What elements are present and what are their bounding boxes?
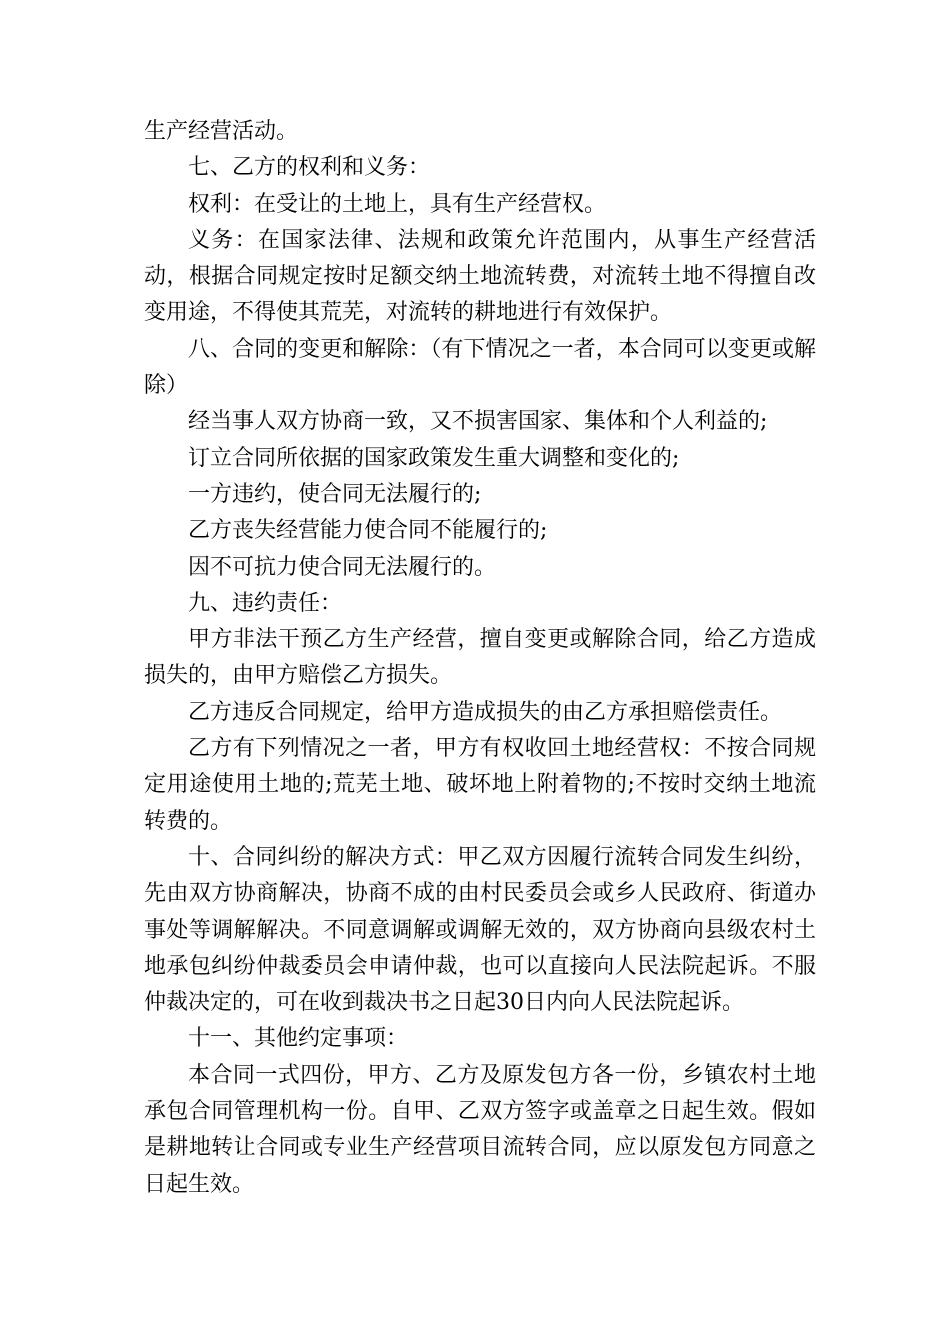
list-item: 经当事人双方协商一致，又不损害国家、集体和个人利益的; [188,409,768,435]
section-heading-8: 八、合同的变更和解除：（有下情况之一者，本合同可以变更或解除） [144,336,816,399]
paragraph-revocation: 乙方有下列情况之一者，甲方有权收回土地经营权：不按合同规定用途使用土地的;荒芜土地、破坏地上附着物的;不按时交纳土地流转费的。 [144,736,816,834]
paragraph-party-a-liability: 甲方非法干预乙方生产经营，擅自变更或解除合同，给乙方造成损失的，由甲方赔偿乙方损失。 [144,627,816,689]
paragraph-rights: 权利：在受让的土地上，具有生产经营权。 [188,191,607,217]
paragraph-party-b-liability: 乙方违反合同规定，给甲方造成损失的由乙方承担赔偿责任。 [188,699,783,725]
list-item: 订立合同所依据的国家政策发生重大调整和变化的; [188,445,680,471]
list-item: 一方违约，使合同无法履行的; [188,481,482,507]
section-heading-9: 九、违约责任： [188,590,343,616]
list-item: 乙方丧失经营能力使合同不能履行的; [188,518,548,544]
section-heading-10: 十、合同纠纷的解决方式：甲乙双方因履行流转合同发生纠纷，先由双方协商解决，协商不成的由村民委员会或乡人民政府、街道办事处等调解解决。不同意调解或调解无效的，双方协商向县级农村土地承包纠纷仲裁委员会申请仲裁，也可以直接向人民法院起诉。不服仲裁决定的，可在收到裁决书之日起30日内向人民法院起诉。 [144,844,816,1016]
document-page [144,114,816,1203]
paragraph-copies-effect: 本合同一式四份，甲方、乙方及原发包方各一份，乡镇农村土地承包合同管理机构一份。自甲、乙双方签字或盖章之日起生效。假如是耕地转让合同或专业生产经营项目流转合同，应以原发包方同意之日起生效。 [144,1062,816,1197]
paragraph-obligations: 义务：在国家法律、法规和政策允许范围内，从事生产经营活动，根据合同规定按时足额交纳土地流转费，对流转土地不得擅自改变用途，不得使其荒芜，对流转的耕地进行有效保护。 [144,227,816,326]
section-heading-11: 十一、其他约定事项： [188,1026,409,1052]
paragraph-continuation: 生产经营活动。 [144,119,299,144]
list-item: 因不可抗力使合同无法履行的。 [188,554,497,580]
section-heading-7: 七、乙方的权利和义务： [188,155,431,181]
